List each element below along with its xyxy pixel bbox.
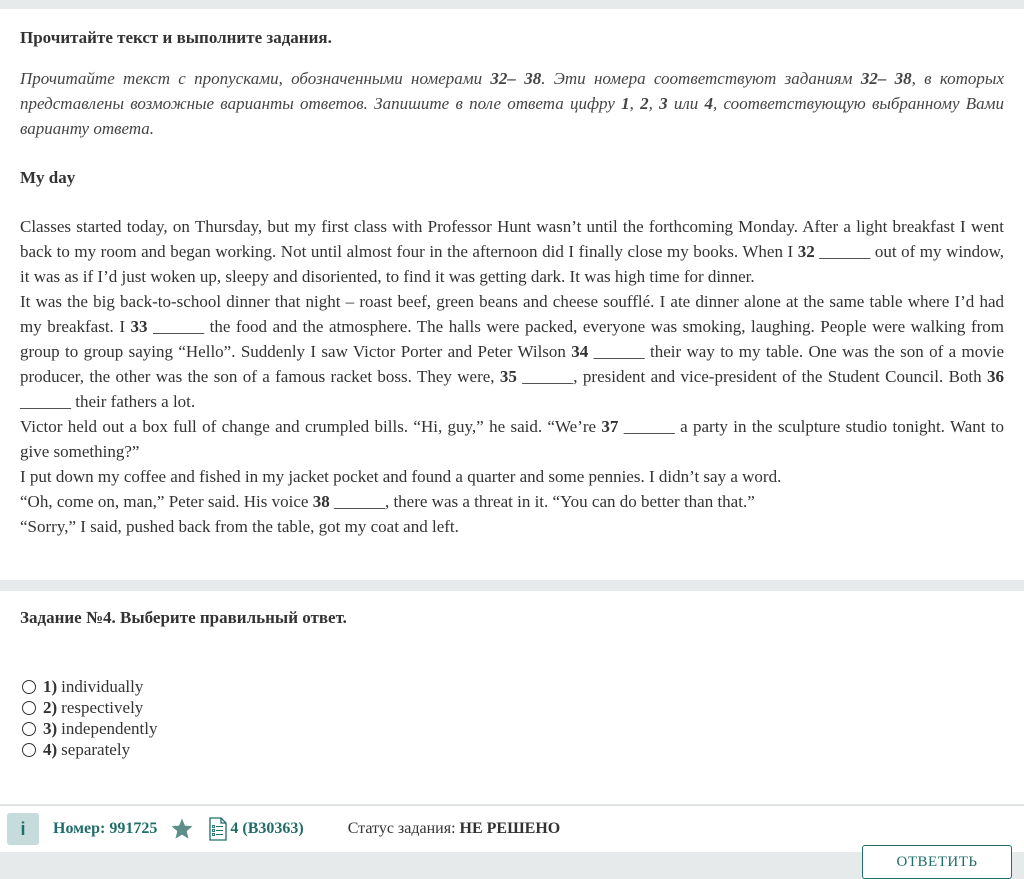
answer-option-3[interactable]: [20, 718, 1004, 739]
answer-option-2[interactable]: [20, 697, 1004, 718]
submit-answer-button[interactable]: ОТВЕТИТЬ: [862, 845, 1012, 879]
story-paragraph-4: I put down my coffee and fished in my jacket pocket and found a quarter and some pennies. I didn’t say a word.: [20, 467, 782, 486]
story-paragraph-6: “Sorry,” I said, pushed back from the table, got my coat and left.: [20, 517, 459, 536]
answer-option-1[interactable]: [20, 676, 1004, 697]
option-number: 2): [43, 697, 58, 717]
option-text: individually: [61, 676, 144, 696]
task-type-label: 4 (B30363): [230, 820, 304, 837]
answer-option-4[interactable]: [20, 739, 1004, 760]
task-type-link[interactable]: [208, 817, 303, 841]
option-text: respectively: [61, 697, 144, 717]
radio-button[interactable]: [22, 680, 36, 694]
task-card: [0, 591, 1024, 804]
instruction-text: Прочитайте текст с пропусками, обозначенными номерами 32– 38. Эти номера соответствуют заданиям 32– 38, в которых представлены возможные варианты ответов. Запишите в поле ответа цифру 1, 2, 3 или 4, соответствующую выбранному Вами варианту ответа.: [20, 69, 1005, 138]
radio-button[interactable]: [22, 701, 36, 715]
option-number: 4): [43, 739, 58, 759]
story-paragraph-5: “Oh, come on, man,” Peter said. His voice 38 ______, there was a threat in it. “You can do better than that.”: [20, 492, 755, 511]
option-number: 3): [43, 718, 58, 738]
radio-button[interactable]: [22, 722, 36, 736]
story-paragraph-1: Classes started today, on Thursday, but my first class with Professor Hunt wasn’t until the forthcoming Monday. After a light breakfast I went back to my room and began working. Not until almost four in the afternoon did I finally close my books. When I 32 ______ out of my window, it was as if I’d just woken up, sleepy and disoriented, to find it was getting dark. It was high time for dinner.: [20, 217, 1004, 286]
option-text: independently: [61, 718, 158, 738]
option-number: 1): [43, 676, 58, 696]
story-paragraph-3: Victor held out a box full of change and crumpled bills. “Hi, guy,” he said. “We’re 37 ______ a party in the sculpture studio tonight. Want to give something?”: [20, 417, 1004, 461]
info-icon[interactable]: i: [7, 813, 39, 845]
radio-button[interactable]: [22, 743, 36, 757]
option-text: separately: [61, 739, 131, 759]
story-paragraph-2: It was the big back-to-school dinner that night – roast beef, green beans and cheese soufflé. I ate dinner alone at the same table where I’d had my breakfast. I 33 ______ the food and the atmosphere. The halls were packed, everyone was smoking, laughing. People were walking from group to group saying “Hello”. Suddenly I saw Victor Porter and Peter Wilson 34 ______ their way to my table. One was the son of a movie producer, the other was the son of a famous racket boss. They were, 35 ______, president and vice-president of the Student Council. Both 36 ______ their fathers a lot.: [20, 292, 1004, 411]
reading-card: [0, 9, 1024, 580]
task-title: Задание №4. Выберите правильный ответ.: [20, 608, 347, 627]
task-number: Номер: 991725: [53, 820, 158, 837]
task-status: Статус задания: НЕ РЕШЕНО: [347, 820, 561, 837]
star-icon[interactable]: [169, 816, 195, 842]
status-badge: НЕ РЕШЕНО: [459, 820, 561, 837]
answer-options: [20, 676, 1004, 760]
story-title: My day: [20, 168, 76, 187]
page-title: Прочитайте текст и выполните задания.: [20, 28, 332, 47]
story-text: [20, 214, 1004, 539]
document-list-icon: [208, 817, 228, 841]
top-strip: [0, 0, 1024, 9]
